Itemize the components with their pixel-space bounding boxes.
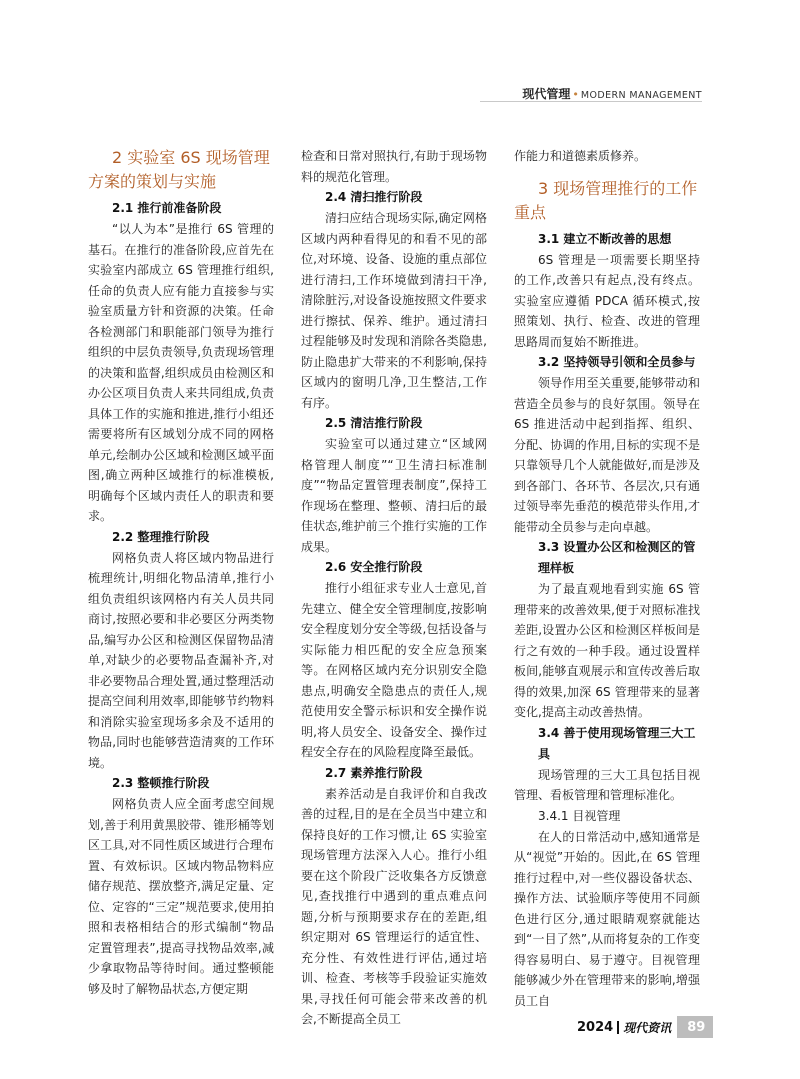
subsection-3-4-body: 现场管理的三大工具包括目视管理、看板管理和管理标准化。 — [514, 767, 700, 802]
subsection-2-2-body: 网格负责人将区域内物品进行梳理统计,明细化物品清单,推行小组负责组织该网格内有关人员共同商讨,按照必要和非必要区分两类物品,编写办公区和检测区保留物品清单,对缺少的必要物品查漏补齐,对非必要物品合理处置,通过整理活动提高空间利用效率,即能够节约物料和消除实验室现场多余及不适用的物品,同时也能够营造清爽的工作环境。 — [88, 550, 274, 770]
footer-year: 2024 — [577, 1019, 614, 1035]
subsection-2-4-body: 清扫应结合现场实际,确定网格区域内两种看得见的和看不见的部位,对环境、设备、设施的重点部位进行清扫,工作环境做到清扫干净,清除脏污,对设备设施按照文件要求进行擦拭、保养、维护。通过清扫过程能够及时发现和消除各类隐患,防止隐患扩大带来的不利影响,保持区域内的窗明几净,卫生整洁,工作有序。 — [301, 211, 487, 410]
subsection-3-2-title: 3.2 坚持领导引领和全员参与 — [538, 355, 696, 369]
header-rule — [480, 101, 702, 102]
subsection-2-7-title: 2.7 素养推行阶段 — [325, 765, 423, 780]
subsection-2-6-body: 推行小组征求专业人士意见,首先建立、健全安全管理制度,按影响安全程度划分安全等级,包括设备与实际能力相匹配的安全应急预案等。在网格区域内充分识别安全隐患点,明确安全隐患点的责任人,规范使用安全警示标识和安全操作说明,将人员安全、设备安全、操作过程安全存在的风险程度降至最低。 — [301, 581, 487, 759]
subsection-3-4-1-title: 3.4.1 目视管理 — [538, 808, 621, 823]
continued-paragraph: 检查和日常对照执行,有助于现场物料的规范化管理。 — [301, 149, 487, 184]
section-3-heading: 3 现场管理推行的工作重点 — [514, 178, 698, 222]
subsection-2-7-body: 素养活动是自我评价和自我改善的过程,目的是在全员当中建立和保持良好的工作习惯,让 6S 实验室现场管理方法深入人心。推行小组要在这个阶段广泛收集各方反馈意见,查找推行中遇到的重点难点问题,分析与预期要求存在的差距,组织定期对 6S 管理运行的适宜性、充分性、有效性进行评估,通过培训、检查、考核等手段验证实施效果,寻找任何可能会带来改善的机会,不断提高全员工 — [301, 786, 487, 1026]
running-header — [522, 85, 702, 102]
continued-paragraph: 作能力和道德素质修养。 — [514, 149, 647, 163]
footer-divider — [617, 1021, 619, 1034]
spacer — [514, 167, 700, 177]
column-middle — [301, 146, 487, 1030]
header-separator: • — [572, 88, 579, 101]
subsection-2-1-title: 2.1 推行前准备阶段 — [112, 201, 222, 215]
header-english: MODERN MANAGEMENT — [580, 90, 702, 101]
page-number: 89 — [677, 1016, 713, 1038]
column-left — [88, 146, 274, 999]
subsection-2-3-title: 2.3 整顿推行阶段 — [112, 776, 210, 790]
subsection-2-2-title: 2.2 整理推行阶段 — [112, 529, 210, 544]
header-brand: 现代管理 — [522, 87, 571, 101]
subsection-3-1-title: 3.1 建立不断改善的思想 — [538, 231, 672, 246]
subsection-3-1-body: 6S 管理是一项需要长期坚持的工作,改善只有起点,没有终点。实验室应遵循 PDCA 循环模式,按照策划、执行、检查、改进的管理思路周而复始不断推进。 — [514, 252, 700, 349]
subsection-3-4-1-body: 在人的日常活动中,感知通常是从“视觉”开始的。因此,在 6S 管理推行过程中,对一些仪器设备状态、操作方法、试验顺序等使用不同颜色进行区分,通过眼睛观察就能达到“一目了然”,从而将复杂的工作变得容易明白、易于遵守。目视管理能够减少外在管理带来的影响,增强员工自 — [514, 829, 700, 1008]
column-right — [514, 146, 700, 1011]
subsection-3-4-title: 3.4 善于使用现场管理三大工具 — [538, 725, 696, 761]
page-footer — [577, 1016, 713, 1038]
section-2-heading: 2 实验室 6S 现场管理方案的策划与实施 — [88, 148, 270, 191]
subsection-2-5-body: 实验室可以通过建立“区域网格管理人制度”“卫生清扫标准制度”“物品定置管理表制度”,保持工作现场在整理、整顿、清扫后的最佳状态,维护前三个推行实施的工作成果。 — [301, 437, 487, 554]
subsection-2-5-title: 2.5 清洁推行阶段 — [325, 416, 423, 430]
subsection-3-3-body: 为了最直观地看到实施 6S 管理带来的改善效果,便于对照标准找差距,设置办公区和检测区样板间是行之有效的一种手段。通过设置样板间,能够直观展示和宣传改善后取得的效果,加深 6S 管理带来的显著变化,提高主动改善热情。 — [514, 582, 700, 719]
subsection-3-3-title: 3.3 设置办公区和检测区的管理样板 — [538, 540, 696, 575]
subsection-2-1-body: “以人为本”是推行 6S 管理的基石。在推行的准备阶段,应首先在实验室内部成立 6S 管理推行组织,任命的负责人应有能力直接参与实验室质量方针和资源的决策。任命各检测部门和职能部门领导为推行组织的中层负责领导,负责现场管理的决策和监督,组织成员由检测区和办公区项目负责人来共同组成,负责具体工作的实施和推进,推行小组还需要将所有区域划分成不同的网格单元,绘制办公区域和检测区域平面图,确立两种区域推行的标准模板,明确每个区域内责任人的职责和要求。 — [88, 222, 274, 523]
subsection-2-6-title: 2.6 安全推行阶段 — [325, 560, 423, 574]
subsection-2-4-title: 2.4 清扫推行阶段 — [325, 190, 423, 204]
subsection-3-2-body: 领导作用至关重要,能够带动和营造全员参与的良好氛围。领导在 6S 推进活动中起到指挥、组织、分配、协调的作用,目标的实现不是只靠领导几个人就能做好,而是涉及到各部门、各环节、各层次,只有通过领导率先垂范的模范带头作用,才能带动全员参与走向卓越。 — [514, 376, 700, 534]
subsection-2-3-body: 网格负责人应全面考虑空间规划,善于利用黄黑胶带、锥形桶等划区工具,对不同性质区域进行合理布置、有效标识。区域内物品物料应储存规范、摆放整齐,满足定量、定位、定容的“三定”规范要求,使用拍照和表格相结合的形式编制“物品定置管理表”,提高寻找物品效率,减少拿取物品等待时间。通过整顿能够及时了解物品状态,方便定期 — [88, 797, 274, 996]
footer-magazine-name: 现代资讯 — [623, 1020, 672, 1035]
